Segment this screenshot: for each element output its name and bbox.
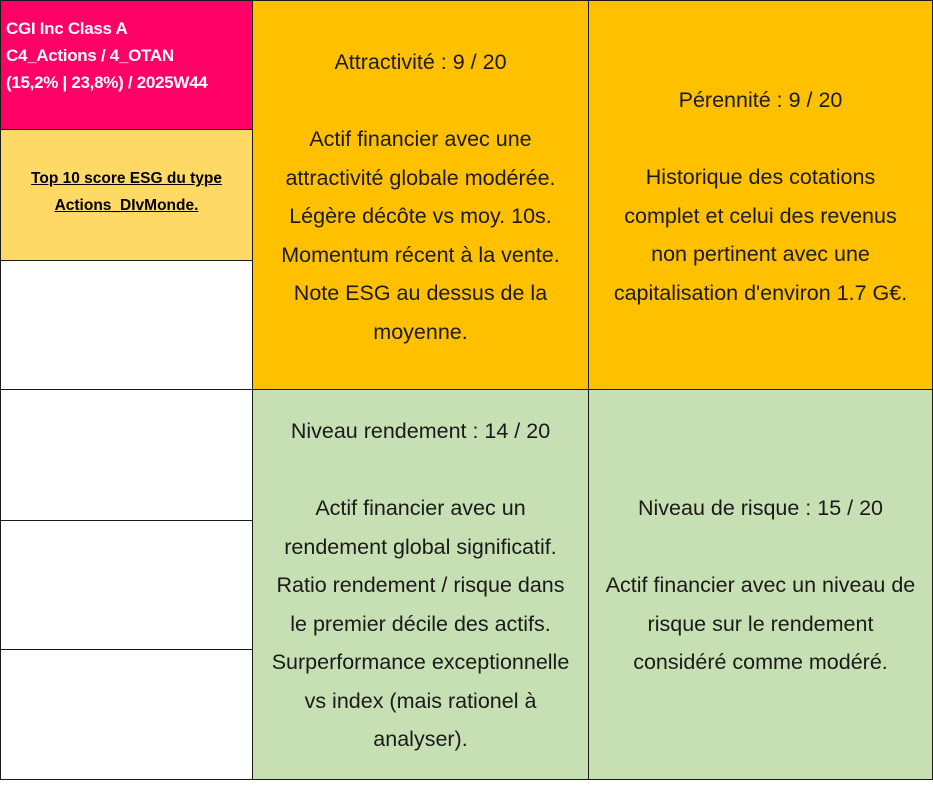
esg-badge-text: Top 10 score ESG du type Actions_DIvMonde. [31, 170, 222, 214]
rendement-title: Niveau rendement : 14 / 20 [290, 419, 551, 443]
perennite-description: Historique des cotations complet et celui des revenus non pertinent avec une capitalisation d'environ 1.7 G€. [613, 165, 908, 305]
attractivite-panel [252, 0, 589, 390]
empty-cell-4 [0, 649, 253, 780]
perennite-panel [588, 0, 933, 390]
attractivite-title: Attractivité : 9 / 20 [334, 50, 507, 74]
empty-cell-1 [0, 260, 253, 390]
asset-category: C4_Actions / 4_OTAN [6, 46, 174, 65]
rendement-description: Actif financier avec un rendement global significatif. Ratio rendement / risque dans le premier décile des actifs. Surperformance exceptionnelle vs index (mais rationel à analyser). [271, 496, 570, 751]
esg-badge-cell [0, 129, 253, 261]
asset-name: CGI Inc Class A [6, 19, 128, 38]
rendement-panel [252, 389, 589, 780]
asset-stats: (15,2% | 23,8%) / 2025W44 [6, 73, 208, 92]
asset-header-cell [0, 0, 253, 130]
empty-cell-3 [0, 520, 253, 650]
risque-title: Niveau de risque : 15 / 20 [637, 496, 883, 520]
perennite-title: Pérennité : 9 / 20 [678, 88, 843, 112]
empty-cell-2 [0, 389, 253, 521]
risque-description: Actif financier avec un niveau de risque sur le rendement considéré comme modéré. [605, 573, 916, 674]
attractivite-description: Actif financier avec une attractivité globale modérée. Légère décôte vs moy. 10s. Momentum récent à la vente. Note ESG au dessus de la moyenne. [281, 127, 560, 344]
risque-panel [588, 389, 933, 780]
